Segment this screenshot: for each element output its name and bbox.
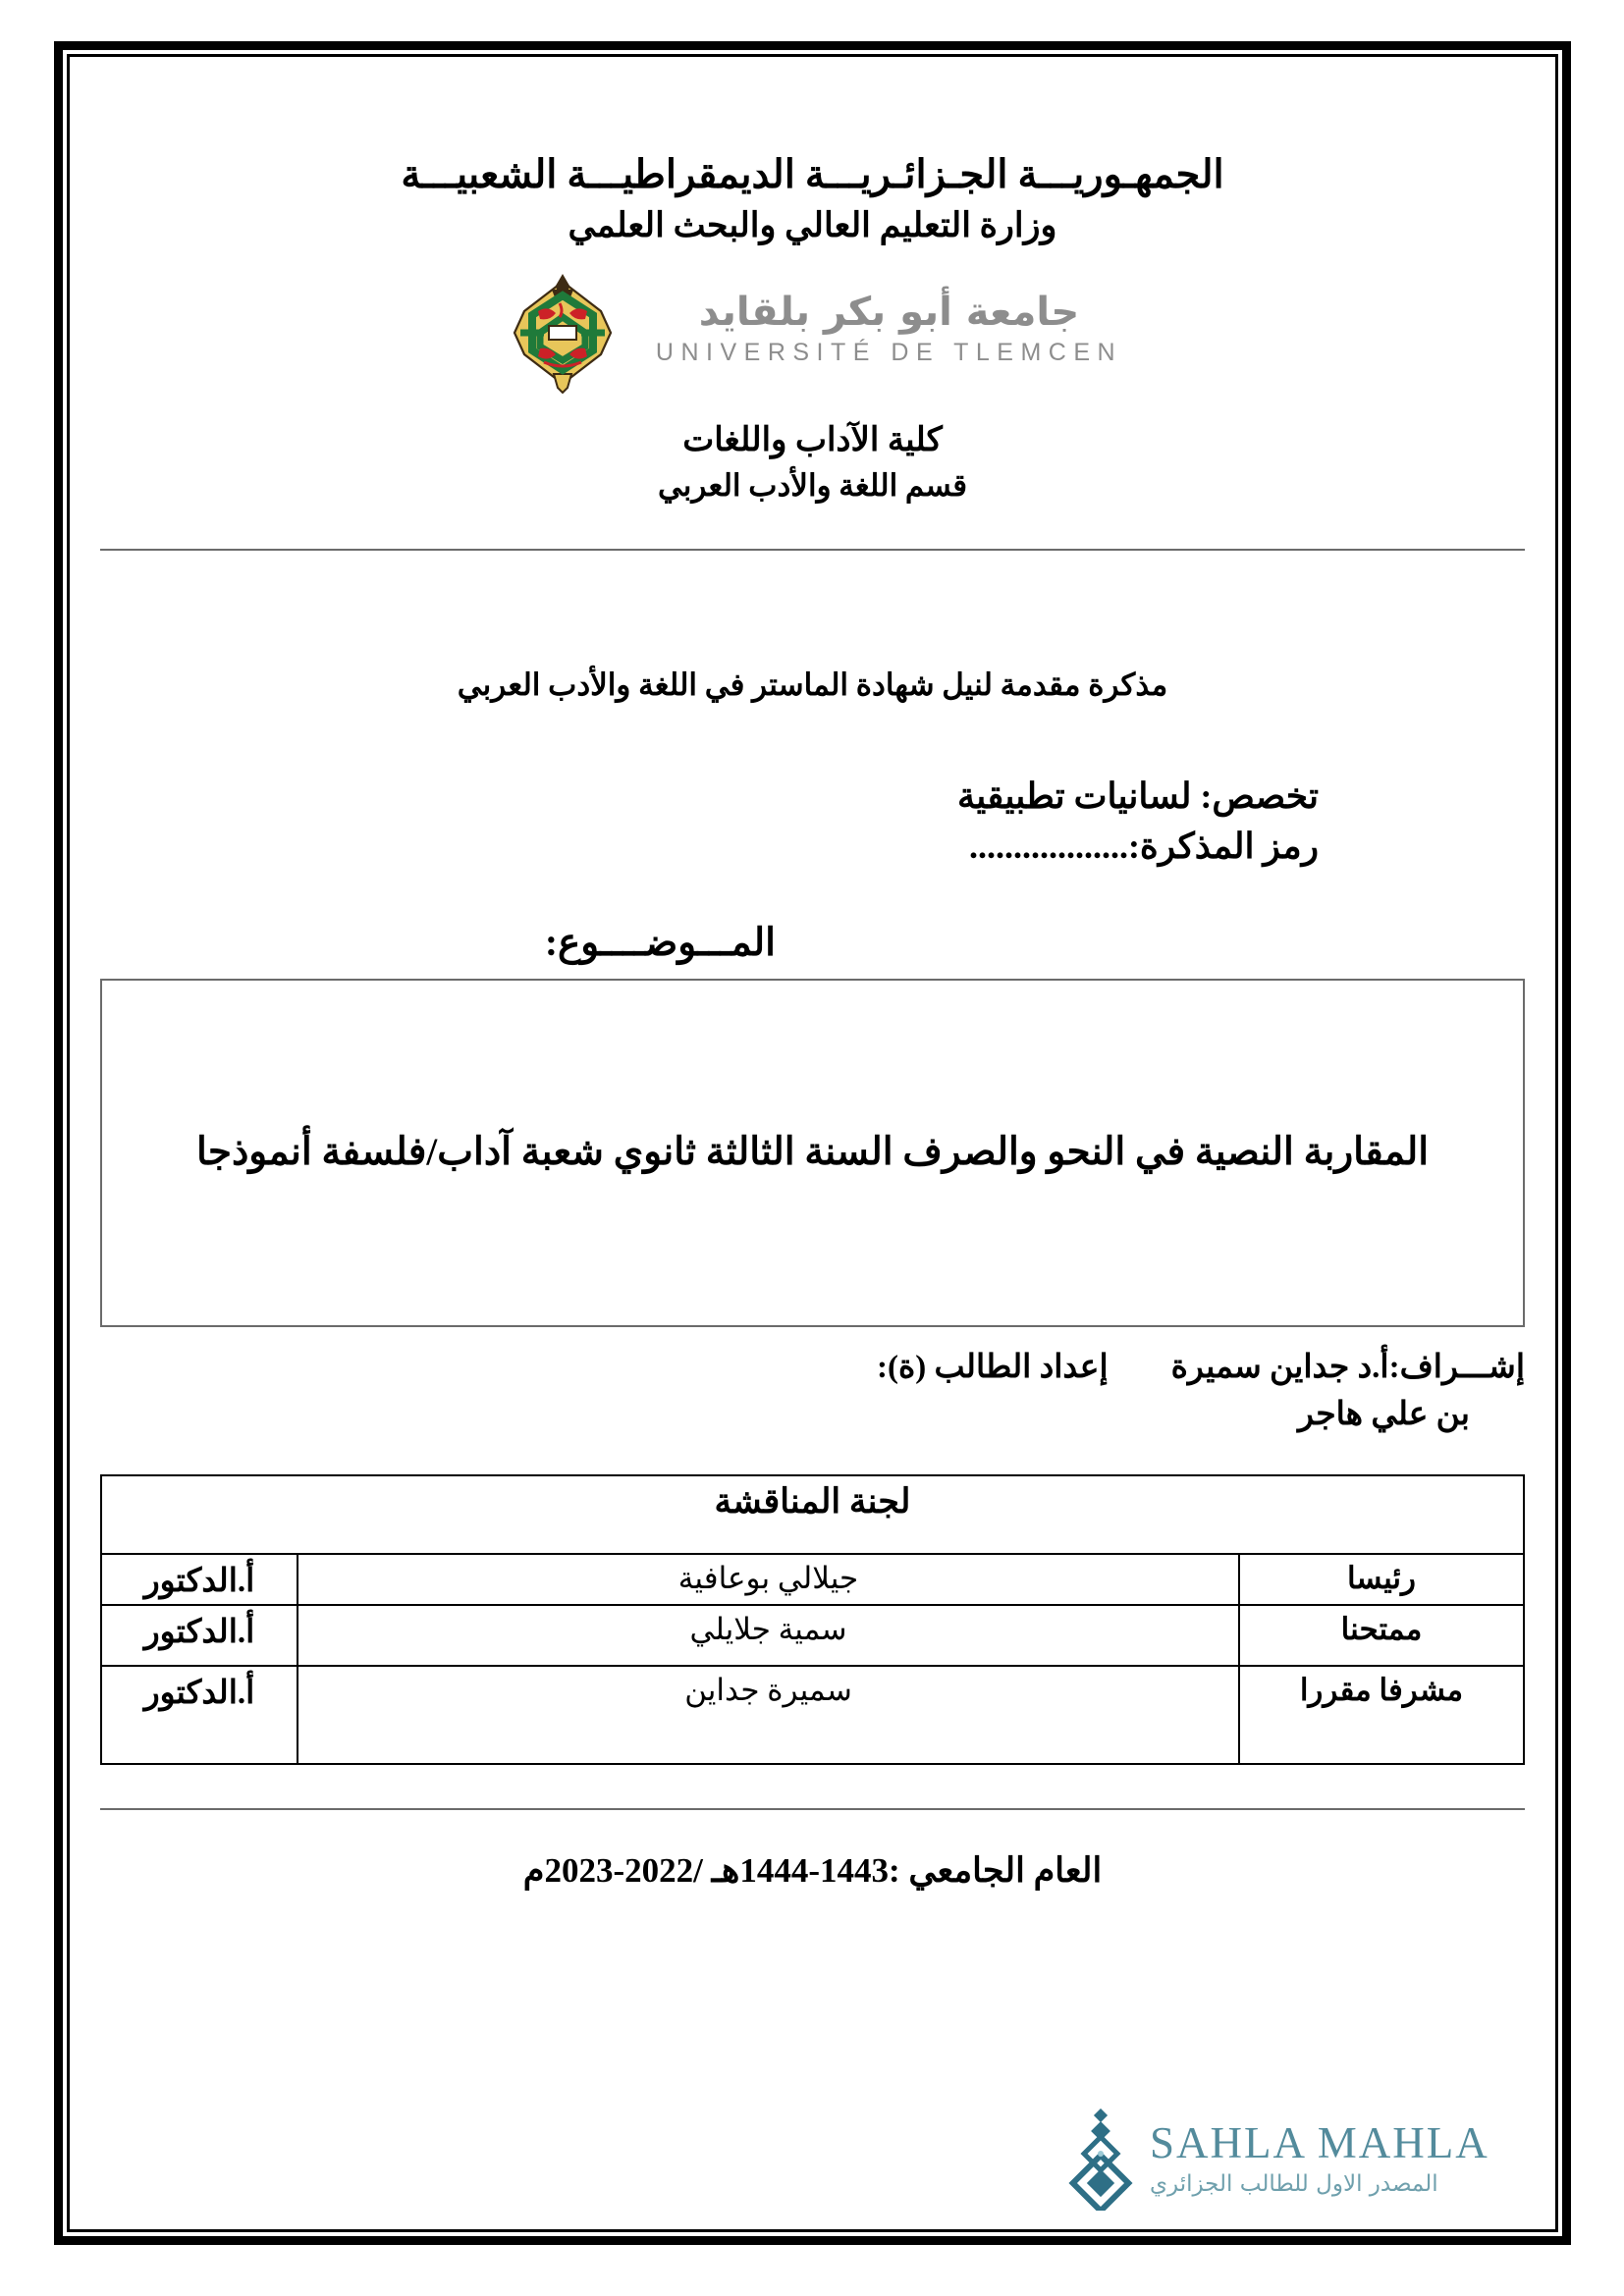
subject-label: المـــوضــــوع: <box>545 922 776 965</box>
university-logo-row <box>100 270 1525 396</box>
jury-title: أ.الدكتور <box>101 1666 298 1764</box>
sahla-mahla-logo-icon <box>1065 2109 1136 2211</box>
jury-title: أ.الدكتور <box>101 1554 298 1605</box>
authors-block <box>100 1345 1525 1439</box>
jury-name: سمية جلايلي <box>298 1605 1239 1666</box>
republic-line: الجمهـوريـــة الجـزائـريـــة الديمقراطيـــة الشعبيـــة <box>401 152 1224 196</box>
jury-role: مشرفا مقررا <box>1239 1666 1524 1764</box>
jury-name: سميرة جداين <box>298 1666 1239 1764</box>
thesis-title-box <box>100 979 1525 1327</box>
ministry-line: وزارة التعليم العالي والبحث العلمي <box>568 206 1057 245</box>
thesis-title: المقاربة النصية في النحو والصرف السنة الثالثة ثانوي شعبة آداب/فلسفة أنموذجا <box>195 1131 1430 1174</box>
institution-header <box>100 77 1525 506</box>
jury-role: رئيسا <box>1239 1554 1524 1605</box>
student-label: إعداد الطالب (ة): <box>877 1350 1109 1386</box>
university-name-arabic: جامعة أبو بكر بلقايد <box>698 290 1080 336</box>
jury-name: جيلالي بوعافية <box>298 1554 1239 1605</box>
watermark-brand-en: SAHLA MAHLA <box>1150 2117 1489 2167</box>
thesis-code-line: رمز المذكرة:.................. <box>968 826 1319 866</box>
university-name-french: UNIVERSITÉ DE TLEMCEN <box>655 339 1123 367</box>
watermark-text <box>1150 2117 1489 2199</box>
university-emblem-icon <box>503 272 623 394</box>
sahla-mahla-watermark <box>1065 2109 1489 2211</box>
table-row <box>101 1554 1524 1605</box>
supervisor-name: إشـــراف:أ.د جداين سميرة <box>1170 1350 1525 1386</box>
table-row <box>101 1605 1524 1666</box>
jury-heading: لجنة المناقشة <box>101 1475 1524 1554</box>
university-wordmark <box>656 292 1122 373</box>
page-content <box>88 77 1537 2209</box>
table-row <box>101 1666 1524 1764</box>
watermark-brand-ar: المصدر الاول للطالب الجزائري <box>1150 2170 1438 2197</box>
faculty-line: كلية الآداب واللغات <box>682 421 943 458</box>
academic-year: العام الجامعي :1443-1444هـ /2022-2023م <box>522 1850 1103 1890</box>
authors-row <box>104 1345 1525 1392</box>
footer-divider <box>100 1808 1525 1810</box>
header-divider <box>100 549 1525 551</box>
jury-role: ممتحنا <box>1239 1605 1524 1666</box>
jury-title: أ.الدكتور <box>101 1605 298 1666</box>
student-name: بن علي هاجر <box>1298 1396 1470 1432</box>
jury-table-header-row <box>101 1475 1524 1554</box>
specialty-line: تخصص: لسانيات تطبيقية <box>956 775 1319 816</box>
department-line: قسم اللغة والأدب العربي <box>657 467 968 503</box>
degree-statement: مذكرة مقدمة لنيل شهادة الماستر في اللغة والأدب العربي <box>457 667 1168 703</box>
jury-table <box>100 1474 1525 1765</box>
specialty-block <box>100 772 1525 872</box>
